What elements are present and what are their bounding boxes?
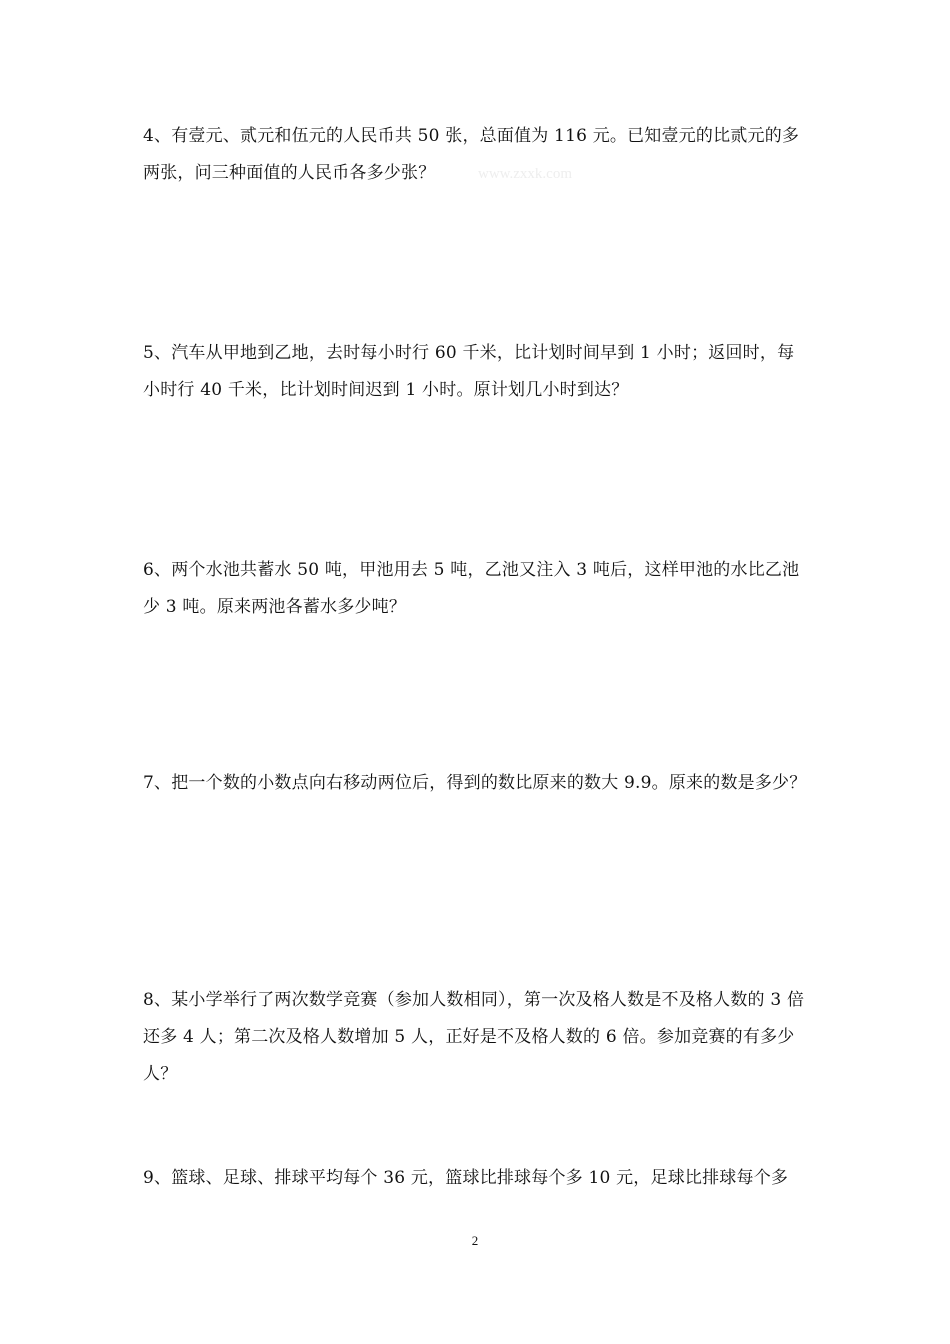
page-number: 2 [471,1233,479,1248]
problem-9: 9、篮球、足球、排球平均每个 36 元，篮球比排球每个多 10 元，足球比排球每个多 [143,1168,789,1188]
problem-6: 6、两个水池共蓄水 50 吨，甲池用去 5 吨，乙池又注入 3 吨后，这样甲池的水比乙池少 3 吨。原来两池各蓄水多少吨？ [143,560,800,617]
problem-8: 8、某小学举行了两次数学竞赛（参加人数相同），第一次及格人数是不及格人数的 3 倍还多 4 人；第二次及格人数增加 5 人，正好是不及格人数的 6 倍。参加竞赛的有多少人？ [143,990,805,1084]
problem-4: 4、有壹元、贰元和伍元的人民币共 50 张，总面值为 116 元。已知壹元的比贰元的多两张，问三种面值的人民币各多少张？ [143,126,800,183]
watermark: www.zxxk.com [478,166,573,182]
problem-5: 5、汽车从甲地到乙地，去时每小时行 60 千米，比计划时间早到 1 小时；返回时，每小时行 40 千米，比计划时间迟到 1 小时。原计划几小时到达？ [143,343,795,400]
problem-7: 7、把一个数的小数点向右移动两位后，得到的数比原来的数大 9.9。原来的数是多少？ [143,773,807,793]
